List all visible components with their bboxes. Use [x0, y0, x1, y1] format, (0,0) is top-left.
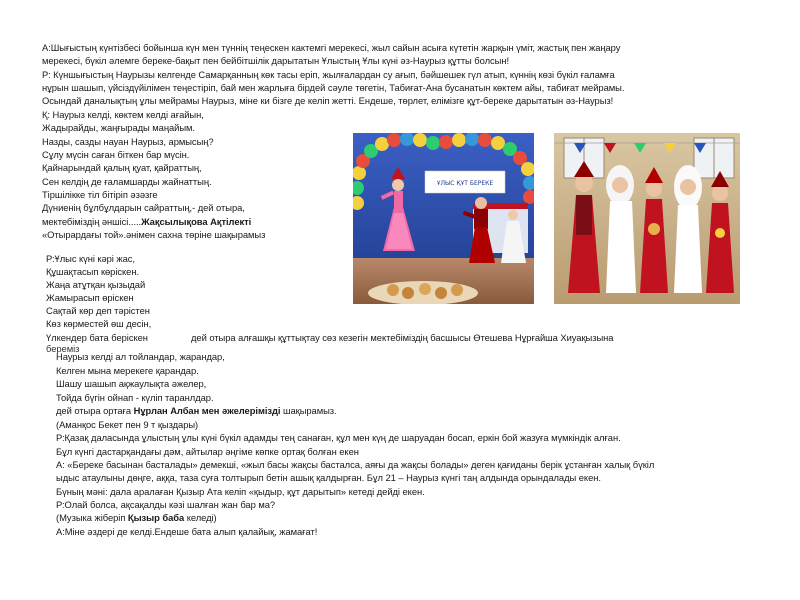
invite2-suffix: шақырамыз. — [280, 405, 337, 416]
intro-line-4: нұрын шашып, үйсіздүйілімен теңестіріп, бай мен жарлыға бірдей сәуле төгетін, Табиғат-Ана бусанатын көктем айы, табиғат мейрамы. — [42, 82, 625, 93]
poem1-line: Тіршілікке тіл бітіріп әзәзге — [42, 189, 158, 200]
poem1-line: Назды, сазды науан Наурыз, армысың? — [42, 136, 214, 147]
stage-photo — [353, 133, 534, 304]
kyzyr-baba-name: Қызыр баба — [127, 512, 185, 523]
poem1-line: Сұлу мүсін саған біткен бар мүсін. — [42, 149, 190, 160]
poem2-line: Жамырасып өріскен — [46, 292, 134, 303]
poem2-line: Үлкендер бата беріскен — [46, 332, 148, 343]
poem1-line: Жадырайды, жаңғырады маңайым. — [42, 122, 195, 133]
stage-banner-text: ҰЛЫС ҚҰТ БЕРЕКЕ — [436, 180, 494, 187]
director-line: дей отыра алғашқы құттықтау сөз кезегін мектебіміздің басшысы Өтешева Нұрғайша Хиуақызына — [191, 332, 614, 343]
poem1-line: Дүниенің бұлбұлдарын сайраттың,- дей отыра, — [42, 202, 245, 213]
director-line-overlap: береміз — [46, 343, 80, 354]
invite-prefix: мектебіміздің әншісі..... — [42, 216, 142, 227]
poem1-line: Қайнарындай қалың қуат, қайраттың, — [42, 162, 202, 173]
poem2-line: Құшақтасып көріскен. — [46, 266, 139, 277]
poem3-line: Тойда бүгін ойнап - күліп таранлдар. — [56, 392, 214, 403]
tail-line-4: А: «Береке басынан басталады» демекші, «жыл басы жақсы басталса, аяғы да жақсы болады» деген қағиданы берік ұстанған халық бүкіл — [56, 459, 655, 470]
poem2-line: Көз көрместей өш десін, — [46, 318, 152, 329]
performers-name: Нұрлан Албан мен әжелерімізді — [133, 405, 281, 416]
tail-line-2: Р:Қазақ даласында ұлыстың ұлы күні бүкіл адамды тең санаған, құл мен күң де шаруадан босап, еркін бой жазуға мүмкіндік алған. — [56, 432, 621, 443]
tail-line-3: Бұл күнгі дастарқандағы дәм, айтылар әңгіме көпке ортақ болған екен — [56, 446, 359, 457]
poem3-line: Наурыз келді ал тойландар, жарандар, — [56, 351, 225, 362]
invite-line — [42, 215, 251, 228]
poem1-line: Сен келдің де ғаламшарды жайнаттың. — [42, 176, 212, 187]
poem3-line: Шашу шашып ақжаулықта әжелер, — [56, 378, 207, 389]
intro-line-2: мерекесі, бүкіл әлемге береке-бақыт пен бейбітшілік дарытатын Ұлыстың Ұлы күні әз-Наурыз құтты болсын! — [42, 55, 510, 66]
invite2-prefix: дей отыра ортаға — [56, 405, 134, 416]
tail-line-1: (Аманқос Бекет пен 9 т қыздары) — [56, 419, 199, 430]
invite2-line — [56, 404, 337, 417]
poem2-line: Жаңа атұтқан қызыдай — [46, 279, 146, 290]
poem1-line: Қ: Наурыз келді, көктем келді ағайын, — [42, 109, 204, 120]
intro-line-3: Р: Күншығыстың Наурызы келгенде Самарқанның көк тасы еріп, жылғалардан су ағып, бәйшешек гүл атып, күннің көзі бүкіл ғаламға — [42, 69, 615, 80]
tail-line-7: Р:Олай болса, ақсақалды кәзі шалған жан бар ма? — [56, 499, 276, 510]
intro-line-5: Осындай даналықтың ұлы мейрамы Наурыз, міне ки бізге де келіп жетті. Ендеше, төрлет, елімізге құт-береке дарытатын әз-Наурыз! — [42, 95, 614, 106]
costume-photo — [554, 133, 740, 304]
invite-line-2: «Отырардағы той».әнімен сахна төріне шақырамыз — [42, 229, 266, 240]
poem2-line: Сақтай көр деп тәрістен — [46, 305, 150, 316]
tail-line-8-suffix: келеді) — [184, 512, 217, 523]
tail-line-8 — [56, 511, 217, 524]
tail-line-6: Бүның мәні: дала аралаған Қызыр Ата келіп «қыдыр, құт дарытып» кетеді дейді екен. — [56, 486, 425, 497]
intro-line-1: А:Шығыстың күнтізбесі бойынша күн мен түннің теңескен кактемгі мерекесі, жыл сайын асыға күтетін жарқын үміт, жастық пен жаңару — [42, 42, 621, 53]
tail-line-9: А:Міне әздері де келді.Ендеше бата алып қалайық, жамағат! — [56, 526, 318, 537]
singer-name: Жақсылықова Ақтілекті — [141, 216, 252, 227]
poem3-line: Келген мына мерекеге қарандар. — [56, 365, 199, 376]
poem2-line: Р:Ұлыс күні кәрі жас, — [46, 253, 135, 264]
tail-line-5: ыдыс атаулыны дөңге, аққа, таза суға толтырып бетін ашық қалдырған. Бұл 21 – Наурыз күнгі таң алдында орындалады екен. — [56, 472, 601, 483]
tail-line-8-prefix: (Музыка жіберіп — [56, 512, 128, 523]
